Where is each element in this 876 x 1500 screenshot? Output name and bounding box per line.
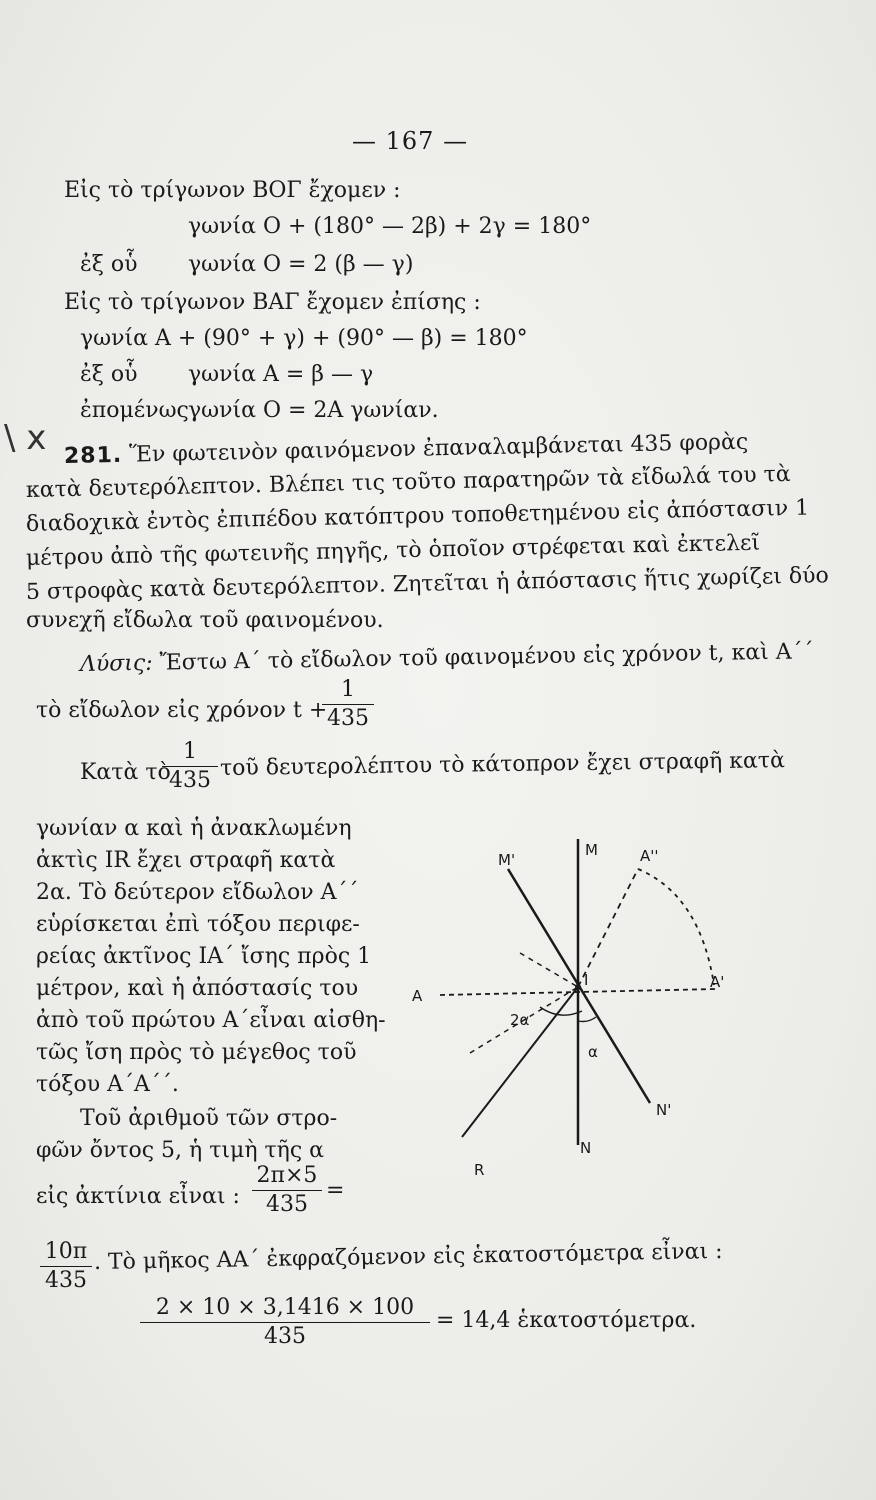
text-line: Τοῦ ἀριθμοῦ τῶν στρο-	[80, 1106, 338, 1131]
text-line: εὑρίσκεται ἐπὶ τόξου περιφε-	[36, 912, 360, 937]
solution-label: Λύσις:	[79, 650, 153, 677]
text-line: ἀκτὶς ΙR ἔχει στραφῆ κατὰ	[36, 848, 336, 873]
fraction	[322, 678, 374, 731]
text-line: Εἰς τὸ τρίγωνον ΒΟΓ ἔχομεν :	[64, 178, 401, 203]
text-line: διαδοχικὰ ἐντὸς ἐπιπέδου κατόπτρου τοποθετημένου εἰς ἀπόστασιν 1	[25, 495, 810, 537]
fraction-bar	[322, 704, 374, 705]
text-line: ρείας ἀκτῖνος ΙΑ΄ ἴσης πρὸς 1	[36, 944, 372, 969]
fraction-numerator: 2 × 10 × 3,1416 × 100	[155, 1295, 415, 1320]
text-line: Ἔστω Α΄ τὸ εἴδωλον τοῦ φαινομένου εἰς χρόνον t, καὶ Α΄΄	[159, 639, 814, 676]
text-line: 2α. Τὸ δεύτερον εἴδωλον Α΄΄	[36, 880, 359, 905]
fraction	[40, 1240, 92, 1293]
section-heading-line	[64, 430, 749, 470]
fraction-numerator: 2π×5	[256, 1163, 318, 1188]
text-line: γωνίαν α καὶ ἡ ἀνακλωμένη	[36, 816, 352, 841]
equation-line: γωνία Ο = 2 (β — γ)	[188, 252, 414, 277]
fraction-numerator: 1	[341, 677, 355, 702]
fraction-denominator: 435	[169, 768, 211, 793]
text-line: τοῦ δευτερολέπτου τὸ κάτοπρον ἔχει στραφῆ κατὰ	[219, 748, 786, 781]
label-alpha: α	[588, 1043, 598, 1061]
text-line: εἰς ἀκτίνια εἶναι :	[36, 1184, 240, 1209]
page-number: — 167 —	[352, 127, 469, 155]
text-line: . Τὸ μῆκος ΑΑ΄ ἐκφραζόμενον εἰς ἑκατοστόμετρα εἶναι :	[93, 1239, 723, 1275]
label-A-double-prime: A''	[640, 847, 659, 865]
text-line: μέτρου ἀπὸ τῆς φωτεινῆς πηγῆς, τὸ ὁποῖον στρέφεται καὶ ἐκτελεῖ	[25, 530, 761, 571]
text-line: μέτρον, καὶ ἡ ἀπόστασίς του	[36, 976, 359, 1001]
equation-line: γωνία Α + (90° + γ) + (90° — β) = 180°	[80, 326, 528, 351]
label-R: R	[474, 1161, 485, 1179]
text-line: 5 στροφὰς κατὰ δευτερόλεπτον. Ζητεῖται ἡ ἀπόστασις ἥτις χωρίζει δύο	[25, 563, 829, 605]
point-I	[575, 984, 581, 990]
text-line: ἀπὸ τοῦ πρώτου Α΄εἶναι αἰσθη-	[36, 1008, 386, 1033]
text-line: Ἕν φωτεινὸν φαινόμενον ἐπαναλαμβάνεται 435 φορὰς	[128, 429, 749, 468]
solution-line	[80, 639, 814, 678]
fraction	[252, 1164, 322, 1217]
handwritten-margin-mark: \ x	[4, 418, 47, 458]
equation-line: γωνία Ο = 2Α γωνίαν.	[188, 398, 439, 423]
text-line: κατὰ δευτερόλεπτον. Βλέπει τις τοῦτο παρατηρῶν τὰ εἴδωλά του τὰ	[25, 461, 791, 503]
text-line: τῶς ἴση πρὸς τὸ μέγεθος τοῦ	[36, 1040, 357, 1065]
fraction-numerator: 1	[183, 739, 197, 764]
text-line: τόξου Α΄Α΄΄.	[36, 1072, 179, 1097]
section-number: 281.	[63, 442, 123, 469]
equation-line: γωνία Α = β — γ	[188, 362, 374, 387]
result-line: = 14,4 ἑκατοστόμετρα.	[436, 1308, 697, 1333]
arc-A1-A2	[638, 869, 714, 985]
equation-line: γωνία Ο + (180° — 2β) + 2γ = 180°	[188, 214, 592, 239]
rotating-mirror-diagram	[400, 825, 740, 1185]
text-line: Εἰς τὸ τρίγωνον ΒΑΓ ἔχομεν ἐπίσης :	[64, 290, 481, 315]
reflected-ray-IR	[462, 987, 578, 1137]
fraction	[162, 740, 218, 793]
label-A-prime: A'	[710, 973, 725, 991]
fraction-numerator: 10π	[44, 1239, 88, 1264]
ray-to-A2	[578, 869, 638, 987]
fraction-denominator: 435	[327, 706, 369, 731]
fraction-denominator: 435	[45, 1268, 87, 1293]
fraction-bar	[40, 1266, 92, 1267]
text-line: συνεχῆ εἴδωλα τοῦ φαινομένου.	[26, 608, 384, 633]
label-M-prime: M'	[498, 851, 516, 869]
text-line: τὸ εἴδωλον εἰς χρόνον t +	[36, 698, 328, 723]
text-line: φῶν ὄντος 5, ἡ τιμὴ τῆς α	[36, 1138, 325, 1163]
label-2-alpha: 2α	[510, 1011, 530, 1029]
fraction-denominator: 435	[264, 1324, 306, 1349]
fraction-bar	[140, 1322, 430, 1323]
label-I: I	[584, 971, 589, 989]
label-N-prime: N'	[656, 1101, 672, 1119]
text-line: Κατὰ τὸ	[80, 760, 171, 785]
fraction-denominator: 435	[266, 1192, 308, 1217]
fraction	[140, 1296, 430, 1349]
text-line: ἐξ οὗ	[80, 252, 138, 277]
fraction-bar	[252, 1190, 322, 1191]
label-N: N	[580, 1139, 592, 1157]
label-A: A	[412, 987, 423, 1005]
text-line: ἐπομένως	[80, 398, 189, 423]
angle-a-arc	[578, 1017, 596, 1022]
fraction-bar	[162, 766, 218, 767]
text-line: ἐξ οὗ	[80, 362, 138, 387]
label-M: M	[585, 841, 598, 859]
equals-sign: =	[326, 1178, 345, 1203]
